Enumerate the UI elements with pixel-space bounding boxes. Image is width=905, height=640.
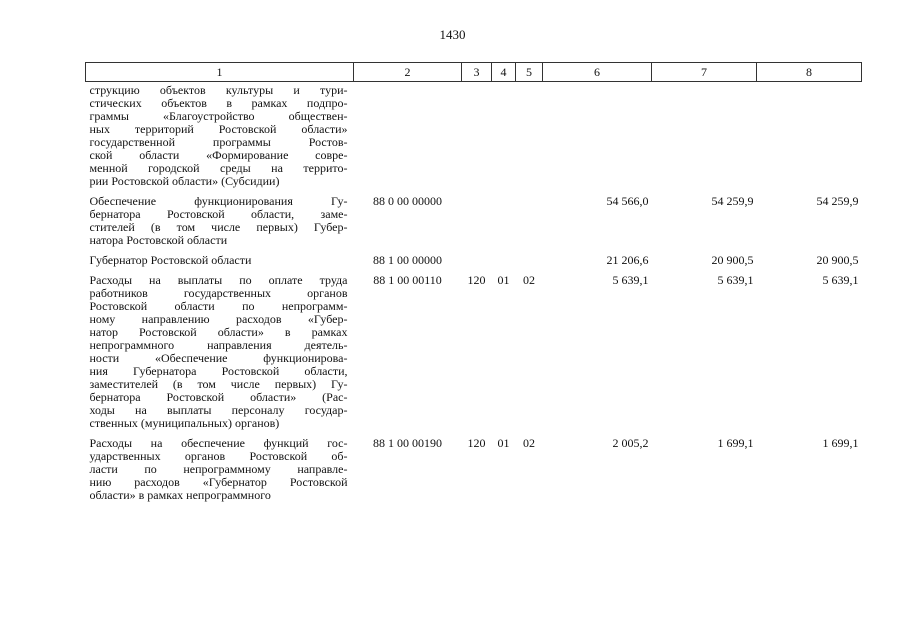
expense-type: 120 (467, 273, 486, 287)
row-description (86, 435, 354, 507)
column-header: 6 (543, 63, 652, 82)
row-description (86, 272, 354, 435)
description-line: ской области «Формирование совре- (89, 148, 348, 162)
description-line: Губернатор Ростовской области (89, 253, 252, 267)
description-line: ния Губернатора Ростовской области, (89, 364, 348, 378)
description-line: области» в рамках непрограммного (89, 488, 271, 502)
description-line: рии Ростовской области» (Субсидии) (89, 174, 280, 188)
row-description (86, 252, 354, 272)
target-code (354, 82, 462, 194)
description-line: менной городской среды на террито- (89, 161, 348, 175)
description-line: Обеспечение функционирования Гу- (89, 194, 348, 208)
column-header: 3 (462, 63, 492, 82)
description-line: ному направлению расходов «Губер- (89, 312, 348, 326)
description-line: Расходы на выплаты по оплате труда (89, 273, 348, 287)
section-code (492, 82, 516, 194)
expense-type: 120 (467, 436, 486, 450)
subsection-code: 02 (523, 273, 535, 287)
section-code: 01 (497, 273, 510, 287)
description-line: ных территорий Ростовской области» (89, 122, 348, 136)
expense-type (462, 193, 492, 252)
amount-col-7 (652, 82, 757, 194)
expense-type (462, 252, 492, 272)
amount-col-8: 1 699,1 (822, 436, 859, 450)
table-row (86, 82, 862, 194)
amount-col-6: 2 005,2 (612, 436, 649, 450)
description-line: бернатора Ростовской области, заме- (89, 207, 348, 221)
column-header: 5 (516, 63, 543, 82)
description-line: натор Ростовской области» в рамках (89, 325, 348, 339)
column-header: 7 (652, 63, 757, 82)
budget-table (85, 62, 862, 507)
description-line: натора Ростовской области (89, 233, 228, 247)
amount-col-6 (543, 82, 652, 194)
amount-col-8 (757, 82, 862, 194)
subsection-code (516, 82, 543, 194)
amount-col-8: 54 259,9 (816, 194, 859, 208)
description-line: ственных (муниципальных) органов) (89, 416, 280, 430)
description-line: Ростовской области по непрограмм- (89, 299, 348, 313)
amount-col-7: 5 639,1 (717, 273, 754, 287)
target-code: 88 1 00 00190 (373, 436, 442, 450)
section-code (492, 252, 516, 272)
description-line: работников государственных органов (89, 286, 348, 300)
amount-col-6: 21 206,6 (606, 253, 649, 267)
amount-col-7: 20 900,5 (711, 253, 754, 267)
amount-col-8: 20 900,5 (816, 253, 859, 267)
description-line: ности «Обеспечение функционирова- (89, 351, 348, 365)
description-line: нию расходов «Губернатор Ростовской (89, 475, 348, 489)
column-header: 2 (354, 63, 462, 82)
table-row (86, 193, 862, 252)
column-header: 8 (757, 63, 862, 82)
table-body (86, 82, 862, 508)
column-header: 4 (492, 63, 516, 82)
description-line: бернатора Ростовской области» (Рас- (89, 390, 348, 404)
description-line: струкцию объектов культуры и тури- (89, 83, 348, 97)
description-line: заместителей (в том числе первых) Гу- (89, 377, 348, 391)
amount-col-7: 1 699,1 (717, 436, 754, 450)
description-line: стителей (в том числе первых) Губер- (89, 220, 348, 234)
table-row (86, 272, 862, 435)
amount-col-7: 54 259,9 (711, 194, 754, 208)
description-line: непрограммного направления деятель- (89, 338, 348, 352)
table-row (86, 435, 862, 507)
table-header-row (86, 63, 862, 82)
amount-col-6: 5 639,1 (612, 273, 649, 287)
target-code: 88 1 00 00000 (373, 253, 442, 267)
expense-type (462, 82, 492, 194)
column-header: 1 (86, 63, 354, 82)
description-line: стических объектов в рамках подпро- (89, 96, 348, 110)
description-line: Расходы на обеспечение функций гос- (89, 436, 348, 450)
subsection-code (516, 252, 543, 272)
description-line: ходы на выплаты персоналу государ- (89, 403, 348, 417)
description-line: граммы «Благоустройство обществен- (89, 109, 348, 123)
row-description (86, 82, 354, 194)
description-line: государственной программы Ростов- (89, 135, 348, 149)
section-code (492, 193, 516, 252)
page-number: 1430 (439, 27, 466, 42)
section-code: 01 (497, 436, 510, 450)
row-description (86, 193, 354, 252)
amount-col-8: 5 639,1 (822, 273, 859, 287)
target-code: 88 0 00 00000 (373, 194, 442, 208)
amount-col-6: 54 566,0 (606, 194, 649, 208)
subsection-code (516, 193, 543, 252)
subsection-code: 02 (523, 436, 535, 450)
description-line: ударственных органов Ростовской об- (89, 449, 348, 463)
table-row (86, 252, 862, 272)
description-line: ласти по непрограммному направле- (89, 462, 348, 476)
target-code: 88 1 00 00110 (373, 273, 442, 287)
